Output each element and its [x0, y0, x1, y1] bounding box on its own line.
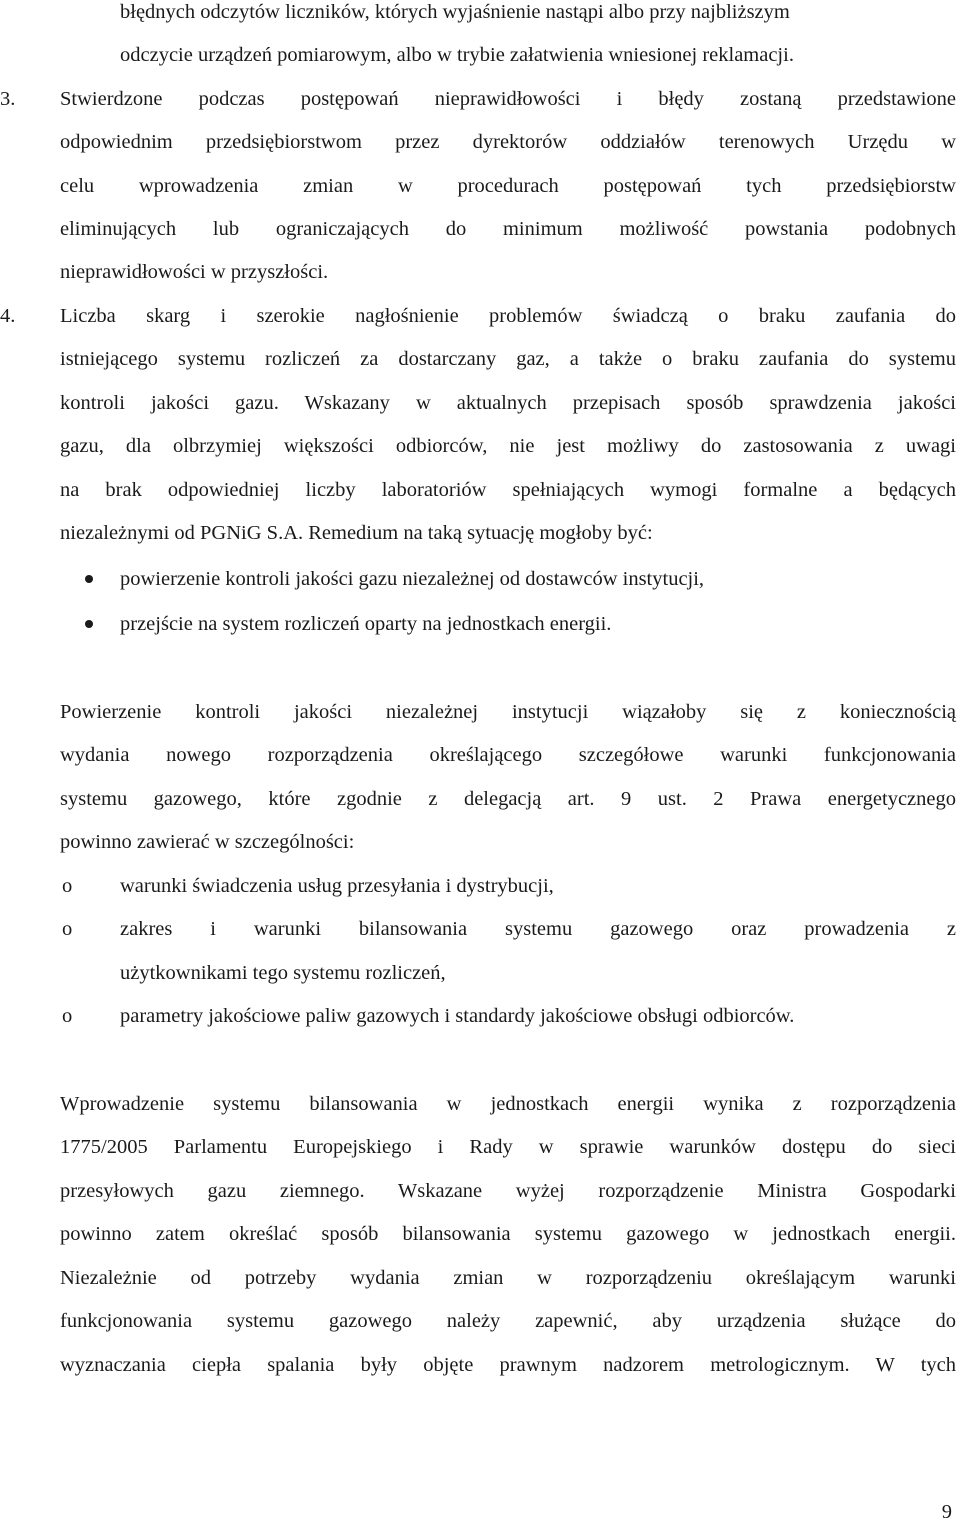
text-line: eliminujących lub ograniczających do minimum możliwość powstania podobnych: [60, 218, 956, 240]
text-line: powinno zatem określać sposób bilansowania systemu gazowego w jednostkach energii.: [60, 1223, 956, 1245]
list-marker: o: [62, 918, 73, 940]
text-line: funkcjonowania systemu gazowego należy zapewnić, aby urządzenia służące do: [60, 1310, 956, 1332]
text-line: błędnych odczytów liczników, których wyjaśnienie nastąpi albo przy najbliższym: [120, 1, 790, 23]
list-marker: o: [62, 1005, 73, 1027]
text-line: odczycie urządzeń pomiarowym, albo w trybie załatwienia wniesionej reklamacji.: [120, 44, 794, 66]
list-number: 4.: [0, 305, 16, 327]
text-line: na brak odpowiedniej liczby laboratoriów spełniających wymogi formalne a będących: [60, 479, 956, 501]
text-line: przesyłowych gazu ziemnego. Wskazane wyżej rozporządzenie Ministra Gospodarki: [60, 1180, 956, 1202]
bullet-item: przejście na system rozliczeń oparty na jednostkach energii.: [120, 613, 612, 635]
bullet-marker: [85, 620, 93, 628]
text-line: istniejącego systemu rozliczeń za dostarczany gaz, a także o braku zaufania do systemu: [60, 348, 956, 370]
list-marker: o: [62, 875, 73, 897]
text-line: Niezależnie od potrzeby wydania zmian w rozporządzeniu określającym warunki: [60, 1267, 956, 1289]
text-line: celu wprowadzenia zmian w procedurach postępowań tych przedsiębiorstw: [60, 175, 956, 197]
text-line: wyznaczania ciepła spalania były objęte prawnym nadzorem metrologicznym. W tych: [60, 1354, 956, 1376]
text-line: Stwierdzone podczas postępowań nieprawidłowości i błędy zostaną przedstawione: [60, 88, 956, 110]
text-line: kontroli jakości gazu. Wskazany w aktualnych przepisach sposób sprawdzenia jakości: [60, 392, 956, 414]
list-item: zakres i warunki bilansowania systemu gazowego oraz prowadzenia z: [120, 918, 956, 940]
list-item: parametry jakościowe paliw gazowych i standardy jakościowe obsługi odbiorców.: [120, 1005, 795, 1027]
bullet-marker: [85, 575, 93, 583]
text-line: nieprawidłowości w przyszłości.: [60, 261, 329, 283]
text-line: wydania nowego rozporządzenia określającego szczegółowe warunki funkcjonowania: [60, 744, 956, 766]
text-line: 1775/2005 Parlamentu Europejskiego i Rady w sprawie warunków dostępu do sieci: [60, 1136, 956, 1158]
text-line: Liczba skarg i szerokie nagłośnienie problemów świadczą o braku zaufania do: [60, 305, 956, 327]
bullet-item: powierzenie kontroli jakości gazu niezależnej od dostawców instytucji,: [120, 568, 705, 590]
list-item: użytkownikami tego systemu rozliczeń,: [120, 962, 446, 984]
list-item: warunki świadczenia usług przesyłania i dystrybucji,: [120, 875, 554, 897]
text-line: odpowiednim przedsiębiorstwom przez dyrektorów oddziałów terenowych Urzędu w: [60, 131, 956, 153]
text-line: systemu gazowego, które zgodnie z delegacją art. 9 ust. 2 Prawa energetycznego: [60, 788, 956, 810]
text-line: powinno zawierać w szczególności:: [60, 831, 355, 853]
page-number: 9: [941, 1501, 952, 1523]
text-line: Wprowadzenie systemu bilansowania w jednostkach energii wynika z rozporządzenia: [60, 1093, 956, 1115]
text-line: Powierzenie kontroli jakości niezależnej instytucji wiązałoby się z koniecznością: [60, 701, 956, 723]
text-line: gazu, dla olbrzymiej większości odbiorców, nie jest możliwy do zastosowania z uwagi: [60, 435, 956, 457]
text-line: niezależnymi od PGNiG S.A. Remedium na taką sytuację mogłoby być:: [60, 522, 653, 544]
list-number: 3.: [0, 88, 16, 110]
